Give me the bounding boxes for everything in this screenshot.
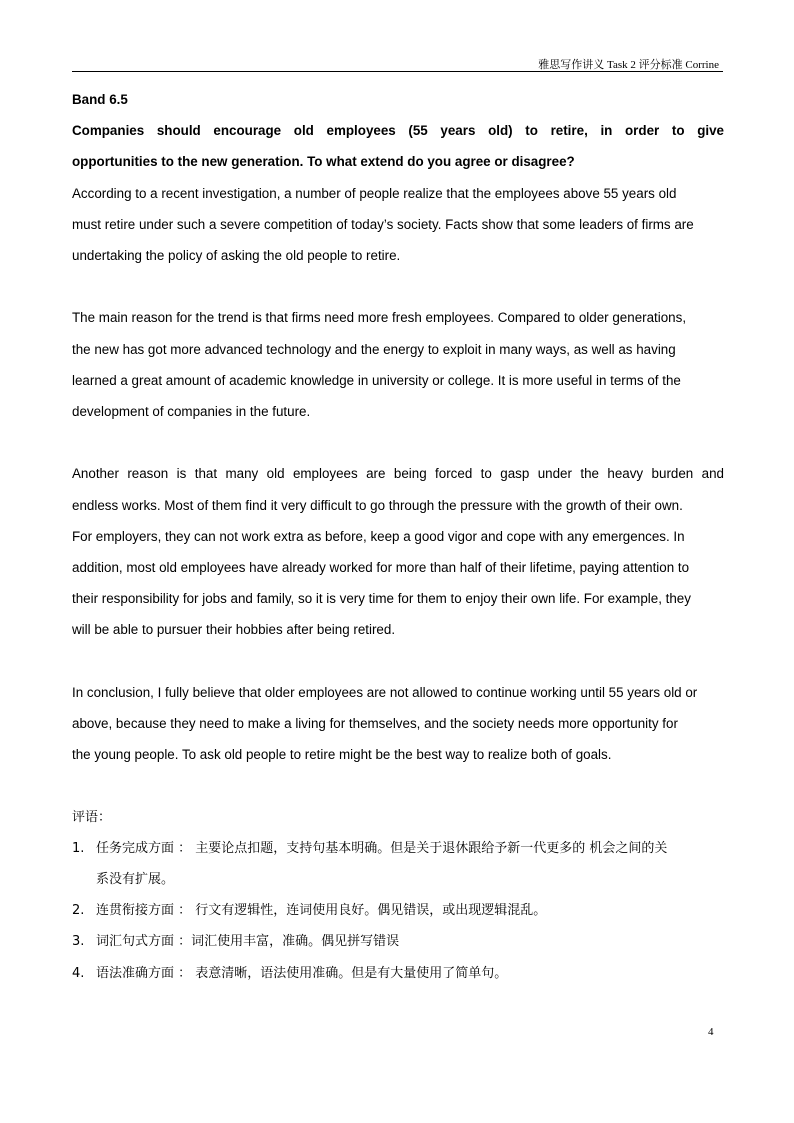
paragraph-line: For employers, they can not work extra as before, keep a good vigor and cope with any emergences. In <box>72 528 685 544</box>
paragraph-gap <box>72 646 724 677</box>
header-text: 雅思写作讲义 Task 2 评分标准 Corrine <box>538 59 719 71</box>
comment-number: 2. <box>72 903 85 919</box>
comment-text: 连贯衔接方面 ： 行文有逻辑性，连词使用良好。偶见错误，或出现逻辑混乱。 <box>96 903 547 919</box>
paragraph-line: will be able to pursuer their hobbies after being retired. <box>72 622 396 638</box>
paragraph-gap <box>72 427 724 458</box>
paragraph-line: above, because they need to make a living for themselves, and the society needs more opportunity for <box>72 716 678 732</box>
paragraph-line: According to a recent investigation, a number of people realize that the employees above 55 years old <box>72 185 677 201</box>
essay-question <box>72 115 724 177</box>
comment-text: 词汇句式方面 ：词汇使用丰富，准确。偶见拼写错误 <box>96 934 400 950</box>
comment-text: 语法准确方面 ： 表意清晰，语法使用准确。但是有大量使用了简单句。 <box>96 965 508 981</box>
document-body <box>72 84 724 989</box>
comment-number: 3. <box>72 934 85 950</box>
band-label: Band 6.5 <box>72 92 128 107</box>
comment-item <box>72 926 724 957</box>
comment-text: 任务完成方面 ： 主要论点扣题，支持句基本明确。但是关于退休跟给予新一代更多的 机会之间的关 <box>96 840 668 856</box>
paragraph-gap <box>72 271 724 302</box>
paragraph-line: addition, most old employees have already worked for more than half of their lifetime, paying attention to <box>72 560 690 576</box>
essay-paragraph-4 <box>72 677 724 771</box>
paragraph-line: endless works. Most of them find it very difficult to go through the pressure with the growth of their own. <box>72 497 683 513</box>
comment-number: 1. <box>72 840 85 856</box>
paragraph-line: development of companies in the future. <box>72 404 311 420</box>
paragraph-gap <box>72 770 724 801</box>
comment-continuation: 系没有扩展。 <box>96 872 175 888</box>
comments-title: 评语： <box>72 809 112 825</box>
page-number: 4 <box>708 1026 714 1038</box>
comment-item <box>72 833 724 864</box>
comment-item <box>72 895 724 926</box>
paragraph-line: undertaking the policy of asking the old people to retire. <box>72 248 401 264</box>
paragraph-line: In conclusion, I fully believe that older employees are not allowed to continue working until 55 years old or <box>72 684 698 700</box>
paragraph-line: must retire under such a severe competition of today’s society. Facts show that some leaders of firms are <box>72 216 694 232</box>
paragraph-line: their responsibility for jobs and family, so it is very time for them to enjoy their own life. For example, they <box>72 591 691 607</box>
paragraph-line: learned a great amount of academic knowledge in university or college. It is more useful in terms of the <box>72 372 681 388</box>
comment-item <box>72 958 724 989</box>
paragraph-line: The main reason for the trend is that firms need more fresh employees. Compared to older generations, <box>72 310 687 326</box>
essay-paragraph-1 <box>72 178 724 272</box>
paragraph-line: the young people. To ask old people to retire might be the best way to realize both of goals. <box>72 747 612 763</box>
essay-paragraph-2 <box>72 302 724 427</box>
question-line: opportunities to the new generation. To what extend do you agree or disagree? <box>72 154 575 170</box>
paragraph-line: the new has got more advanced technology and the energy to exploit in many ways, as well as having <box>72 341 676 357</box>
comments-section <box>72 802 724 989</box>
question-line: Companies should encourage old employees (55 years old) to retire, in order to give <box>72 123 724 139</box>
comment-number: 4. <box>72 965 85 981</box>
paragraph-line: Another reason is that many old employees are being forced to gasp under the heavy burden and <box>72 466 724 482</box>
essay-paragraph-3 <box>72 458 724 645</box>
page-header <box>72 56 723 72</box>
